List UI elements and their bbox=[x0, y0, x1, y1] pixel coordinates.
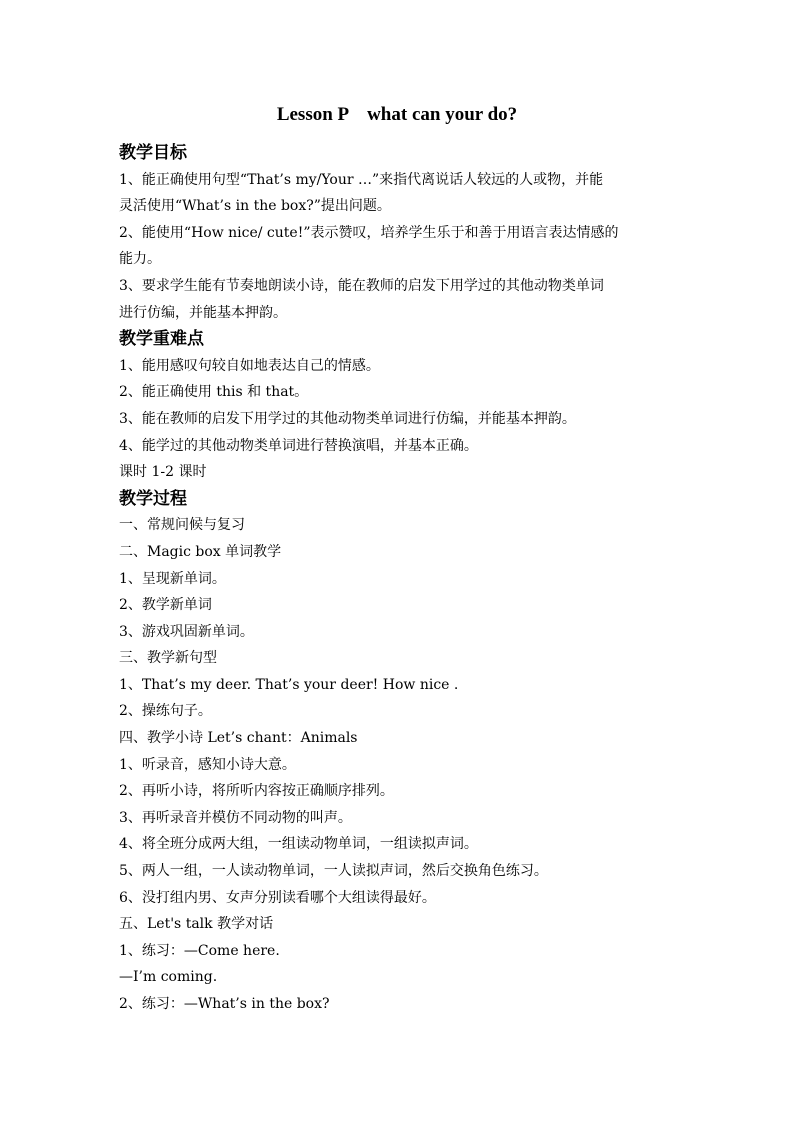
text-line: 二、Magic box 单词教学 bbox=[119, 543, 282, 560]
text-line: 1、That’s my deer. That’s your deer! How nice . bbox=[119, 676, 459, 693]
text-line: 3、再听录音并模仿不同动物的叫声。 bbox=[119, 809, 352, 826]
text-line: 2、练习：—What’s in the box? bbox=[119, 996, 330, 1012]
text-line: 2、能正确使用 this 和 that。 bbox=[119, 384, 309, 401]
text-line: 2、再听小诗，将所听内容按正确顺序排列。 bbox=[119, 783, 394, 800]
text-line: 四、教学小诗 Let’s chant：Animals bbox=[119, 730, 358, 747]
text-line: 2、能使用“How nice/ cute!”表示赞叹，培养学生乐于和善于用语言表达情感的 bbox=[119, 224, 619, 241]
text-line: 1、听录音，感知小诗大意。 bbox=[119, 756, 296, 773]
document-body bbox=[119, 140, 679, 1018]
text-line: 三、教学新句型 bbox=[119, 650, 217, 667]
text-line: 2、操练句子。 bbox=[119, 703, 212, 720]
text-line: 一、常规问候与复习 bbox=[119, 517, 245, 534]
text-line: 5、两人一组，一人读动物单词，一人读拟声词，然后交换角色练习。 bbox=[119, 863, 548, 880]
text-line: 进行仿编，并能基本押韵。 bbox=[119, 304, 287, 321]
text-line: 课时 1-2 课时 bbox=[119, 464, 207, 481]
text-line: 3、能在教师的启发下用学过的其他动物类单词进行仿编，并能基本押韵。 bbox=[119, 410, 576, 427]
text-line: 2、教学新单词 bbox=[119, 597, 212, 614]
section-heading: 教学重难点 bbox=[119, 329, 204, 350]
page-title: Lesson P what can your do? bbox=[276, 104, 518, 125]
text-line: 1、练习：—Come here. bbox=[119, 942, 280, 959]
text-line: 4、能学过的其他动物类单词进行替换演唱，并基本正确。 bbox=[119, 437, 478, 454]
section-heading: 教学过程 bbox=[119, 488, 187, 509]
text-line: 1、能用感叹句较自如地表达自己的情感。 bbox=[119, 357, 380, 374]
text-line: 1、呈现新单词。 bbox=[119, 570, 226, 587]
text-line: 五、Let's talk 教学对话 bbox=[119, 916, 274, 933]
text-line: 6、没打组内男、女声分别读看哪个大组读得最好。 bbox=[119, 889, 436, 906]
text-line: 3、要求学生能有节奏地朗读小诗，能在教师的启发下用学过的其他动物类单词 bbox=[119, 277, 604, 294]
section-heading: 教学目标 bbox=[119, 143, 187, 163]
text-line: 灵活使用“What’s in the box?”提出问题。 bbox=[119, 198, 391, 215]
text-line: 1、能正确使用句型“That’s my/Your …”来指代离说话人较远的人或物，并能 bbox=[119, 171, 604, 188]
text-line: 4、将全班分成两大组，一组读动物单词，一组读拟声词。 bbox=[119, 836, 478, 853]
text-line: 3、游戏巩固新单词。 bbox=[119, 623, 254, 640]
text-line: 能力。 bbox=[119, 251, 161, 268]
text-line: —I’m coming. bbox=[119, 969, 218, 986]
